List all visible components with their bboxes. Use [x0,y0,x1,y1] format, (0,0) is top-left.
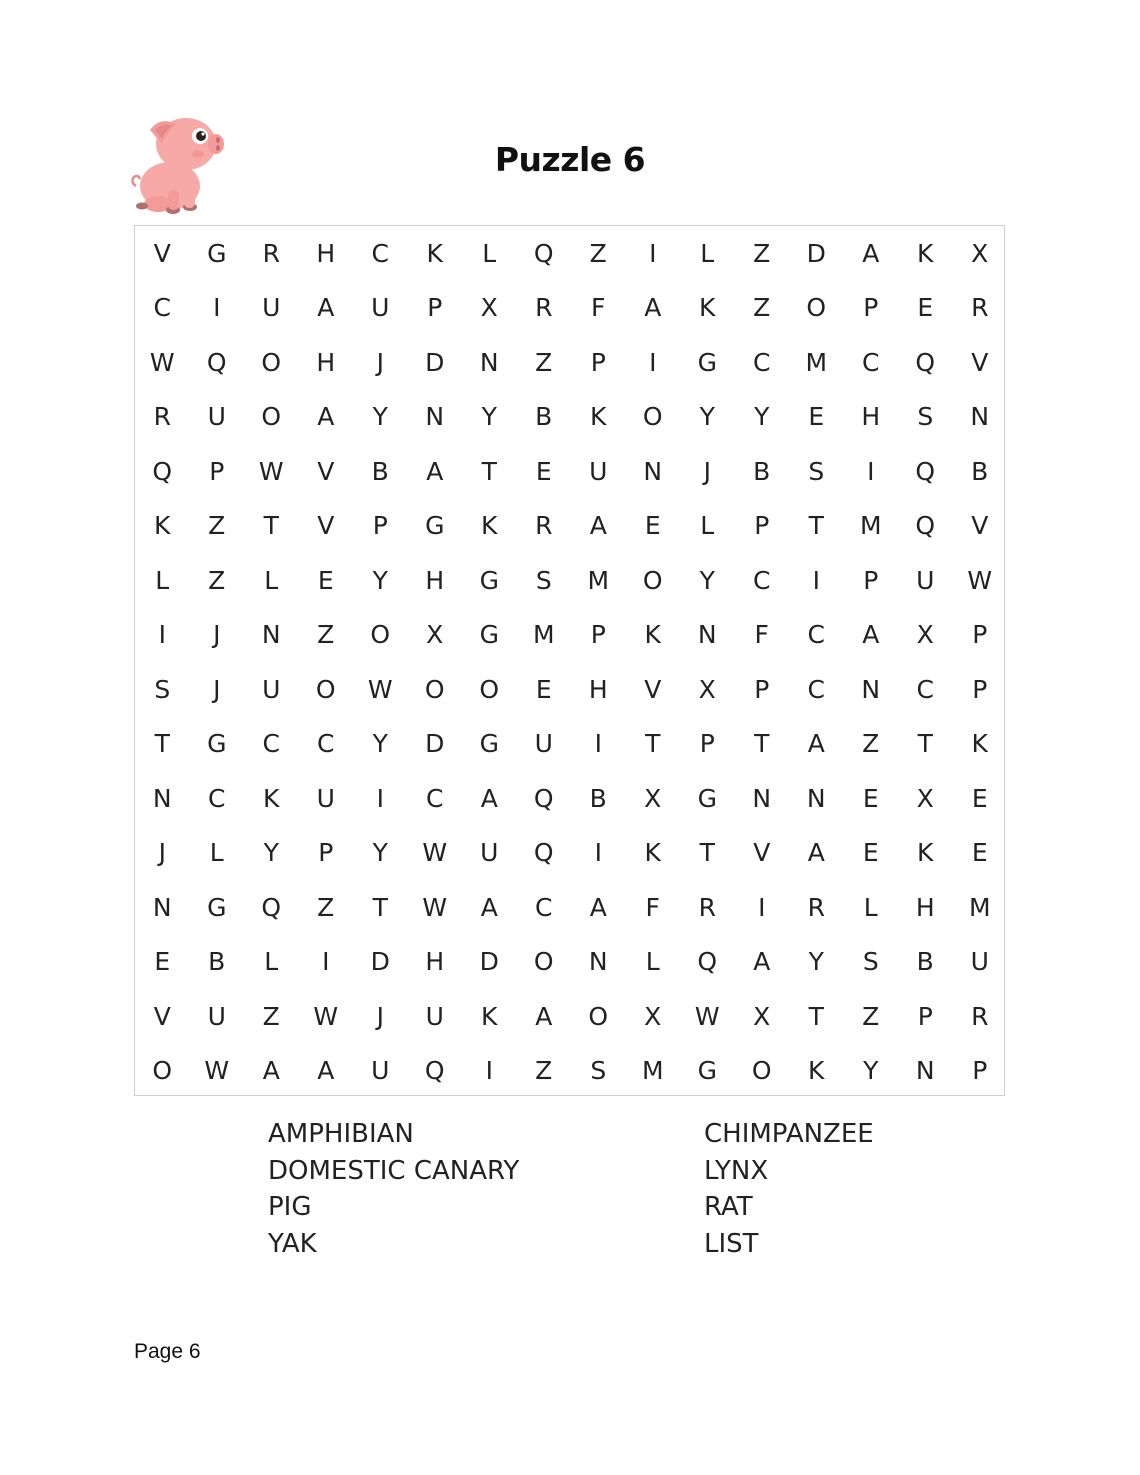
grid-cell: I [649,347,657,377]
grid-cell: E [535,456,552,486]
grid-cell: P [427,293,443,323]
grid-cell: H [425,947,445,977]
grid-cell: T [808,1001,824,1031]
grid-cell: M [805,347,828,377]
word-list-item: LIST [704,1228,759,1259]
grid-cell: U [207,1001,226,1031]
grid-cell: T [808,511,824,541]
grid-cell: Q [915,456,936,486]
grid-cell: I [594,729,602,759]
grid-cell: Z [753,238,771,268]
grid-cell: W [694,1001,720,1031]
grid-cell: T [154,729,170,759]
grid-cell: I [158,620,166,650]
grid-cell: A [317,293,335,323]
grid-cell: P [209,456,225,486]
grid-cell: A [480,892,498,922]
grid-cell: P [972,1056,988,1086]
grid-cell: S [535,565,552,595]
grid-cell: U [262,293,281,323]
grid-cell: K [154,511,171,541]
grid-cell: E [862,838,879,868]
grid-cell: P [318,838,334,868]
grid-cell: G [425,511,445,541]
grid-cell: R [262,238,280,268]
grid-cell: P [590,620,606,650]
grid-cell: W [313,1001,339,1031]
grid-cell: N [261,620,281,650]
grid-cell: A [807,838,825,868]
grid-cell: K [263,783,280,813]
grid-cell: X [916,783,934,813]
grid-cell: D [479,947,499,977]
grid-cell: M [532,620,555,650]
grid-cell: W [367,674,393,704]
grid-cell: B [208,947,226,977]
grid-cell: A [317,1056,335,1086]
grid-cell: R [535,511,553,541]
grid-cell: L [264,565,279,595]
grid-cell: A [480,783,498,813]
grid-cell: N [752,783,772,813]
grid-cell: P [699,729,715,759]
grid-cell: P [972,620,988,650]
grid-cell: C [371,238,389,268]
word-search-grid [134,225,1005,1096]
grid-cell: O [370,620,391,650]
grid-cell: B [971,456,989,486]
grid-cell: L [863,892,878,922]
grid-cell: C [753,565,771,595]
grid-cell: W [967,565,993,595]
grid-cell: Q [533,838,554,868]
grid-cell: C [208,783,226,813]
grid-cell: I [213,293,221,323]
grid-cell: W [258,456,284,486]
grid-cell: Y [754,402,770,432]
grid-cell: Y [372,838,388,868]
grid-cell: W [204,1056,230,1086]
grid-cell: Q [152,456,173,486]
grid-cell: T [263,511,279,541]
grid-cell: W [422,838,448,868]
grid-cell: O [642,402,663,432]
grid-cell: S [808,456,825,486]
grid-cell: J [376,1001,384,1031]
word-list-item: YAK [268,1228,317,1259]
grid-cell: Z [208,565,226,595]
grid-cell: H [861,402,881,432]
grid-cell: M [859,511,882,541]
grid-cell: X [698,674,716,704]
grid-cell: B [753,456,771,486]
grid-cell: T [372,892,388,922]
grid-cell: X [916,620,934,650]
grid-cell: U [589,456,608,486]
grid-cell: Y [263,838,279,868]
grid-cell: Q [261,892,282,922]
grid-cell: E [317,565,334,595]
grid-cell: U [207,402,226,432]
grid-cell: C [807,620,825,650]
grid-cell: O [751,1056,772,1086]
grid-cell: S [862,947,879,977]
grid-cell: H [915,892,935,922]
grid-cell: Z [535,1056,553,1086]
grid-cell: Q [533,783,554,813]
grid-cell: E [862,783,879,813]
grid-cell: H [425,565,445,595]
grid-cell: L [209,838,224,868]
grid-cell: Q [915,511,936,541]
grid-cell: G [479,729,499,759]
grid-cell: I [867,456,875,486]
grid-cell: Z [589,238,607,268]
grid-cell: K [917,238,934,268]
grid-cell: M [968,892,991,922]
grid-cell: P [754,674,770,704]
grid-cell: U [970,947,989,977]
grid-cell: A [317,402,335,432]
grid-cell: R [807,892,825,922]
grid-cell: N [643,456,663,486]
grid-cell: G [697,347,717,377]
grid-cell: Z [262,1001,280,1031]
grid-cell: U [262,674,281,704]
grid-cell: X [480,293,498,323]
grid-cell: N [588,947,608,977]
grid-cell: C [426,783,444,813]
grid-cell: Y [372,565,388,595]
grid-cell: O [315,674,336,704]
grid-cell: D [806,238,826,268]
grid-cell: V [644,674,662,704]
grid-cell: N [152,783,172,813]
grid-cell: U [371,293,390,323]
grid-cell: B [916,947,934,977]
grid-cell: O [261,347,282,377]
grid-cell: H [316,238,336,268]
grid-cell: Q [915,347,936,377]
grid-cell: R [971,1001,989,1031]
grid-cell: G [479,620,499,650]
grid-cell: E [535,674,552,704]
grid-cell: D [425,347,445,377]
grid-cell: Z [317,620,335,650]
grid-cell: Z [753,293,771,323]
grid-cell: I [322,947,330,977]
grid-cell: T [754,729,770,759]
grid-cell: G [697,783,717,813]
grid-cell: E [917,293,934,323]
word-list-left-column [268,1116,519,1262]
grid-cell: J [158,838,166,868]
grid-cell: P [590,347,606,377]
grid-cell: I [376,783,384,813]
grid-cell: G [207,729,227,759]
grid-cell: M [641,1056,664,1086]
grid-cell: C [153,293,171,323]
grid-cell: V [753,838,771,868]
grid-cell: P [863,293,879,323]
grid-cell: K [808,1056,825,1086]
grid-cell: I [485,1056,493,1086]
grid-cell: E [644,511,661,541]
word-list-item: CHIMPANZEE [704,1119,874,1149]
grid-cell: U [425,1001,444,1031]
grid-cell: P [863,565,879,595]
grid-cell: A [535,1001,553,1031]
grid-cell: A [644,293,662,323]
word-list-right-column [704,1116,874,1262]
grid-cell: K [644,838,661,868]
grid-cell: X [971,238,989,268]
grid-cell: R [971,293,989,323]
grid-cell: N [806,783,826,813]
grid-cell: V [971,347,989,377]
grid-cell: H [588,674,608,704]
grid-cell: A [807,729,825,759]
grid-cell: A [262,1056,280,1086]
grid-cell: Y [808,947,824,977]
grid-cell: J [703,456,711,486]
grid-cell: L [645,947,660,977]
grid-cell: Y [863,1056,879,1086]
grid-cell: C [535,892,553,922]
grid-cell: R [153,402,171,432]
grid-cell: J [213,620,221,650]
grid-cell: C [753,347,771,377]
grid-cell: K [481,511,498,541]
grid-cell: N [425,402,445,432]
grid-cell: L [155,565,170,595]
grid-cell: K [590,402,607,432]
grid-cell: O [261,402,282,432]
grid-cell: A [862,238,880,268]
grid-cell: Y [699,402,715,432]
grid-cell: U [916,565,935,595]
grid-cell: V [317,456,335,486]
grid-cell: E [808,402,825,432]
grid-cell: K [481,1001,498,1031]
grid-cell: U [480,838,499,868]
grid-cell: P [917,1001,933,1031]
grid-cell: A [589,892,607,922]
grid-cell: O [533,947,554,977]
grid-cell: W [422,892,448,922]
grid-cell: G [697,1056,717,1086]
grid-cell: V [971,511,989,541]
grid-cell: C [807,674,825,704]
grid-cell: D [370,947,390,977]
grid-cell: R [535,293,553,323]
grid-cell: N [970,402,990,432]
word-list-item: RAT [704,1192,753,1222]
page-title: Puzzle 6 [494,140,646,179]
grid-cell: B [535,402,553,432]
grid-cell: L [482,238,497,268]
grid-cell: W [149,347,175,377]
grid-cell: G [207,238,227,268]
grid-cell: H [316,347,336,377]
grid-cell: C [862,347,880,377]
grid-cell: A [753,947,771,977]
grid-cell: O [479,674,500,704]
grid-cell: L [264,947,279,977]
grid-cell: B [371,456,389,486]
grid-cell: I [812,565,820,595]
grid-cell: E [971,783,988,813]
grid-cell: J [213,674,221,704]
grid-cell: T [699,838,715,868]
grid-cell: V [153,238,171,268]
grid-cell: N [479,347,499,377]
grid-cell: S [917,402,934,432]
grid-cell: K [644,620,661,650]
grid-cell: A [426,456,444,486]
grid-cell: C [916,674,934,704]
grid-cell: Q [424,1056,445,1086]
grid-cell: A [862,620,880,650]
grid-cell: Y [699,565,715,595]
grid-cell: K [426,238,443,268]
grid-cell: U [316,783,335,813]
grid-cell: Y [481,402,497,432]
grid-cell: O [424,674,445,704]
grid-cell: E [971,838,988,868]
grid-cell: O [806,293,827,323]
grid-cell: Q [533,238,554,268]
word-list-item: AMPHIBIAN [268,1119,414,1149]
grid-cell: V [317,511,335,541]
grid-cell: F [754,620,769,650]
grid-cell: I [594,838,602,868]
grid-cell: T [645,729,661,759]
grid-cell: P [754,511,770,541]
word-list-item: LYNX [704,1155,769,1186]
grid-cell: N [861,674,881,704]
grid-cell: I [758,892,766,922]
grid-cell: O [152,1056,173,1086]
grid-cell: C [317,729,335,759]
grid-cell: S [590,1056,607,1086]
grid-cell: N [915,1056,935,1086]
grid-cell: L [700,238,715,268]
grid-cell: Z [208,511,226,541]
grid-cell: G [207,892,227,922]
grid-cell: Z [317,892,335,922]
page-number: Page 6 [134,1340,201,1363]
grid-cell: X [644,783,662,813]
grid-cell: K [699,293,716,323]
grid-cell: P [372,511,388,541]
grid-cell: K [971,729,988,759]
grid-cell: N [152,892,172,922]
grid-cell: J [376,347,384,377]
grid-cell: C [262,729,280,759]
grid-cell: U [371,1056,390,1086]
grid-cell: S [154,674,171,704]
grid-cell: O [588,1001,609,1031]
grid-cell: F [591,293,606,323]
grid-cell: Z [535,347,553,377]
grid-cell: X [644,1001,662,1031]
grid-cell: Z [862,729,880,759]
grid-cell: O [642,565,663,595]
grid-cell: L [700,511,715,541]
grid-cell: T [481,456,497,486]
grid-cell: U [534,729,553,759]
grid-cell: V [153,1001,171,1031]
grid-cell: A [589,511,607,541]
grid-cell: I [649,238,657,268]
word-list-item: PIG [268,1192,312,1222]
grid-cell: F [645,892,660,922]
grid-cell: K [917,838,934,868]
grid-cell: X [426,620,444,650]
grid-cell: Y [372,729,388,759]
grid-cell: Z [862,1001,880,1031]
grid-cell: Q [206,347,227,377]
grid-cell: Y [372,402,388,432]
word-list-item: DOMESTIC CANARY [268,1155,520,1186]
grid-cell: N [697,620,717,650]
grid-cell: D [425,729,445,759]
grid-cell: E [154,947,171,977]
grid-cell: Q [697,947,718,977]
word-list [0,1116,1140,1276]
grid-cell: B [589,783,607,813]
grid-cell: R [698,892,716,922]
grid-cell: P [972,674,988,704]
grid-cell: M [587,565,610,595]
grid-cell: G [479,565,499,595]
grid-cell: X [753,1001,771,1031]
grid-cell: T [917,729,933,759]
